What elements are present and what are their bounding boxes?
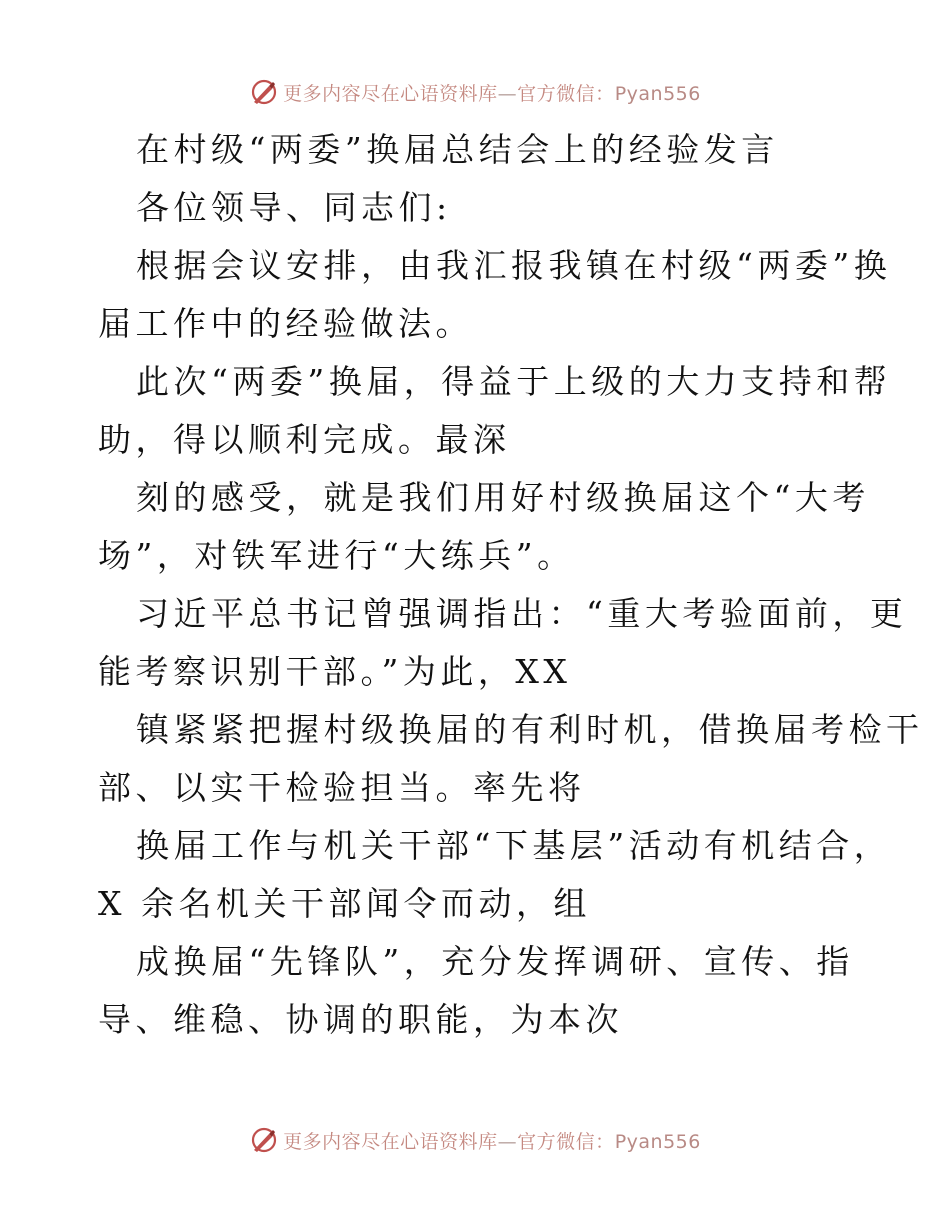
watermark-text — [283, 1127, 701, 1154]
document-body — [98, 121, 924, 1049]
watermark-site: 更多内容尽在心语资料库 — [283, 1130, 498, 1153]
paragraph-line: 能考察识别干部。”为此，XX — [98, 652, 572, 691]
paragraph-line: 场”，对铁军进行“大练兵”。 — [98, 536, 575, 575]
paragraph-line: 镇紧紧把握村级换届的有利时机，借换届考检干 — [136, 710, 924, 749]
watermark-wechat-id: Pyan556 — [614, 82, 701, 105]
watermark-text — [283, 79, 701, 106]
paragraph-line: 根据会议安排，由我汇报我镇在村级“两委”换 — [136, 246, 892, 285]
paragraph-line: 部、以实干检验担当。率先将 — [98, 768, 586, 807]
paragraph-line: X 余名机关干部闻令而动，组 — [98, 884, 591, 923]
paragraph-line: 届工作中的经验做法。 — [98, 304, 473, 343]
paragraph-line: 此次“两委”换届，得益于上级的大力支持和帮 — [136, 362, 892, 401]
paragraph-line: 习近平总书记曾强调指出：“重大考验面前，更 — [136, 594, 908, 633]
watermark-wechat-id: Pyan556 — [614, 1130, 701, 1153]
paragraph-line: 导、维稳、协调的职能，为本次 — [98, 1000, 623, 1039]
document-title: 在村级“两委”换届总结会上的经验发言 — [136, 130, 779, 169]
paragraph-line: 换届工作与机关干部“下基层”活动有机结合， — [136, 826, 892, 865]
pen-circle-icon — [249, 77, 279, 107]
watermark-separator: — — [497, 1130, 518, 1153]
paragraph-line: 各位领导、同志们: — [136, 188, 452, 227]
footer-watermark — [0, 1120, 950, 1160]
watermark-wechat-label: 官方微信： — [517, 82, 615, 105]
paragraph-line: 助，得以顺利完成。最深 — [98, 420, 511, 459]
paragraph-line: 刻的感受，就是我们用好村级换届这个“大考 — [136, 478, 870, 517]
watermark-wechat-label: 官方微信： — [517, 1130, 615, 1153]
pen-circle-icon — [249, 1125, 279, 1155]
header-watermark — [0, 72, 950, 112]
watermark-site: 更多内容尽在心语资料库 — [283, 82, 498, 105]
watermark-separator: — — [497, 82, 518, 105]
paragraph-line: 成换届“先锋队”，充分发挥调研、宣传、指 — [136, 942, 854, 981]
